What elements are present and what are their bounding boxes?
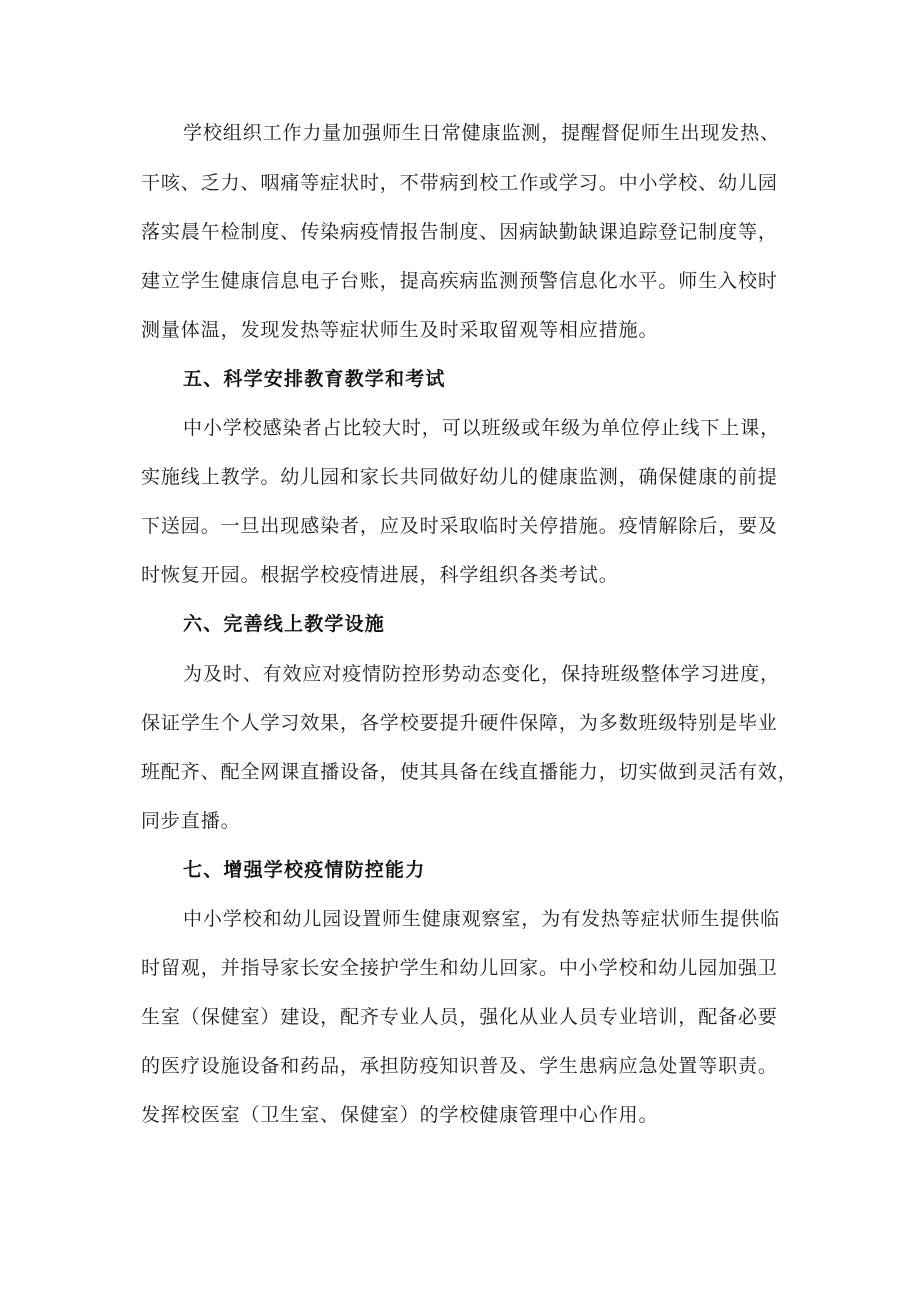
paragraph-line: 学校组织工作力量加强师生日常健康监测，提醒督促师生出现发热、: [183, 122, 781, 144]
paragraph-line: 实施线上教学。幼儿园和家长共同做好幼儿的健康监测，确保健康的前提: [141, 466, 778, 488]
paragraph-line: 中小学校感染者占比较大时，可以班级或年级为单位停止线下上课，: [183, 417, 781, 439]
paragraph-line: 发挥校医室（卫生室、保健室）的学校健康管理中心作用。: [141, 1104, 659, 1126]
section-heading: 六、完善线上教学设施: [183, 613, 386, 635]
paragraph-line: 落实晨午检制度、传染病疫情报告制度、因病缺勤缺课追踪登记制度等，: [141, 221, 778, 243]
section-heading: 五、科学安排教育教学和考试: [183, 368, 446, 390]
paragraph-line: 建立学生健康信息电子台账，提高疾病监测预警信息化水平。师生入校时: [141, 270, 778, 292]
paragraph-line: 保证学生个人学习效果，各学校要提升硬件保障，为多数班级特别是毕业: [141, 712, 778, 734]
paragraph-line: 为及时、有效应对疫情防控形势动态变化，保持班级整体学习进度，: [183, 663, 781, 685]
section-heading: 七、增强学校疫情防控能力: [183, 859, 426, 881]
paragraph-line: 同步直播。: [141, 810, 241, 832]
paragraph-line: 下送园。一旦出现感染者，应及时采取临时关停措施。疫情解除后，要及: [141, 515, 778, 537]
paragraph-line: 中小学校和幼儿园设置师生健康观察室，为有发热等症状师生提供临: [183, 908, 781, 930]
paragraph-line: 时恢复开园。根据学校疫情进展，科学组织各类考试。: [141, 564, 619, 586]
paragraph-line: 干咳、乏力、咽痛等症状时，不带病到校工作或学习。中小学校、幼儿园: [141, 172, 778, 194]
paragraph-line: 测量体温，发现发热等症状师生及时采取留观等相应措施。: [141, 319, 659, 341]
paragraph-line: 生室（保健室）建设，配齐专业人员，强化从业人员专业培训，配备必要: [141, 1006, 778, 1028]
paragraph-line: 班配齐、配全网课直播设备，使其具备在线直播能力，切实做到灵活有效，: [141, 761, 798, 783]
paragraph-line: 的医疗设施设备和药品，承担防疫知识普及、学生患病应急处置等职责。: [141, 1055, 778, 1077]
paragraph-line: 时留观，并指导家长安全接护学生和幼儿回家。中小学校和幼儿园加强卫: [141, 957, 778, 979]
